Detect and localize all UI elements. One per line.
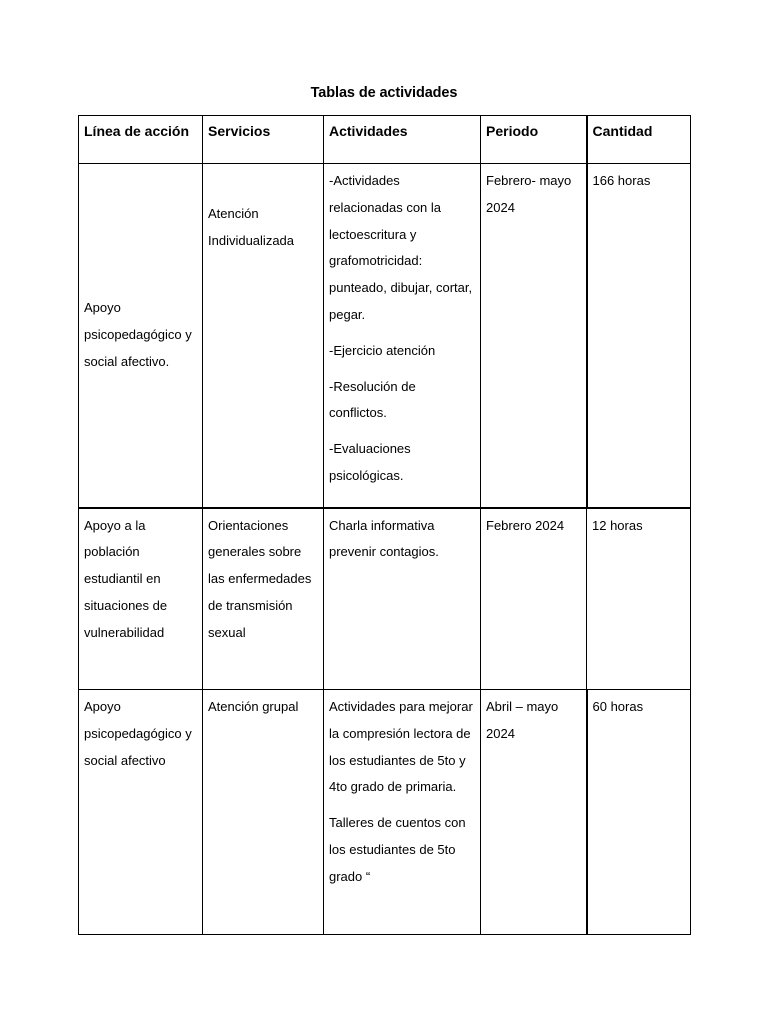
cell-linea: Apoyo psicopedagógico y social afectivo. [79, 164, 203, 508]
cell-periodo: Febrero 2024 [481, 508, 587, 690]
header-actividades: Actividades [324, 116, 481, 164]
activity-item: -Resolución de conflictos. [329, 378, 416, 421]
header-servicios: Servicios [203, 116, 324, 164]
cell-cantidad: 60 horas [587, 690, 691, 935]
cell-linea: Apoyo psicopedagógico y social afectivo [79, 690, 203, 935]
table-row [79, 164, 691, 508]
cell-actividades [324, 690, 481, 935]
cell-actividades [324, 164, 481, 508]
activity-item: -Actividades relacionadas con la lectoescritura y grafomotricidad: punteado, dibujar, cortar, pegar. [329, 173, 473, 322]
cell-cantidad: 166 horas [587, 164, 691, 508]
document-title: Tablas de actividades [310, 85, 458, 101]
activities-table [78, 115, 691, 935]
cell-servicios: Orientaciones generales sobre las enfermedades de transmisión sexual [203, 508, 324, 690]
cell-periodo: Febrero- mayo 2024 [481, 164, 587, 508]
activity-item: -Evaluaciones psicológicas. [329, 441, 411, 483]
cell-cantidad: 12 horas [587, 508, 691, 690]
cell-linea: Apoyo a la población estudiantil en situaciones de vulnerabilidad [79, 508, 203, 690]
header-linea: Línea de acción [79, 116, 203, 164]
activity-item: Charla informativa prevenir contagios. [329, 517, 439, 560]
activity-item: -Ejercicio atención [329, 342, 436, 358]
cell-servicios: Atención Individualizada [203, 164, 324, 508]
header-periodo: Periodo [481, 116, 587, 164]
cell-periodo: Abril – mayo 2024 [481, 690, 587, 935]
activity-item: Talleres de cuentos con los estudiantes de 5to grado “ [329, 815, 466, 884]
table-row [79, 690, 691, 935]
cell-servicios: Atención grupal [203, 690, 324, 935]
activity-item: Actividades para mejorar la compresión lectora de los estudiantes de 5to y 4to grado de primaria. [329, 699, 473, 795]
header-cantidad: Cantidad [587, 116, 691, 164]
table-header-row [79, 116, 691, 164]
table-row [79, 508, 691, 690]
cell-actividades [324, 508, 481, 690]
